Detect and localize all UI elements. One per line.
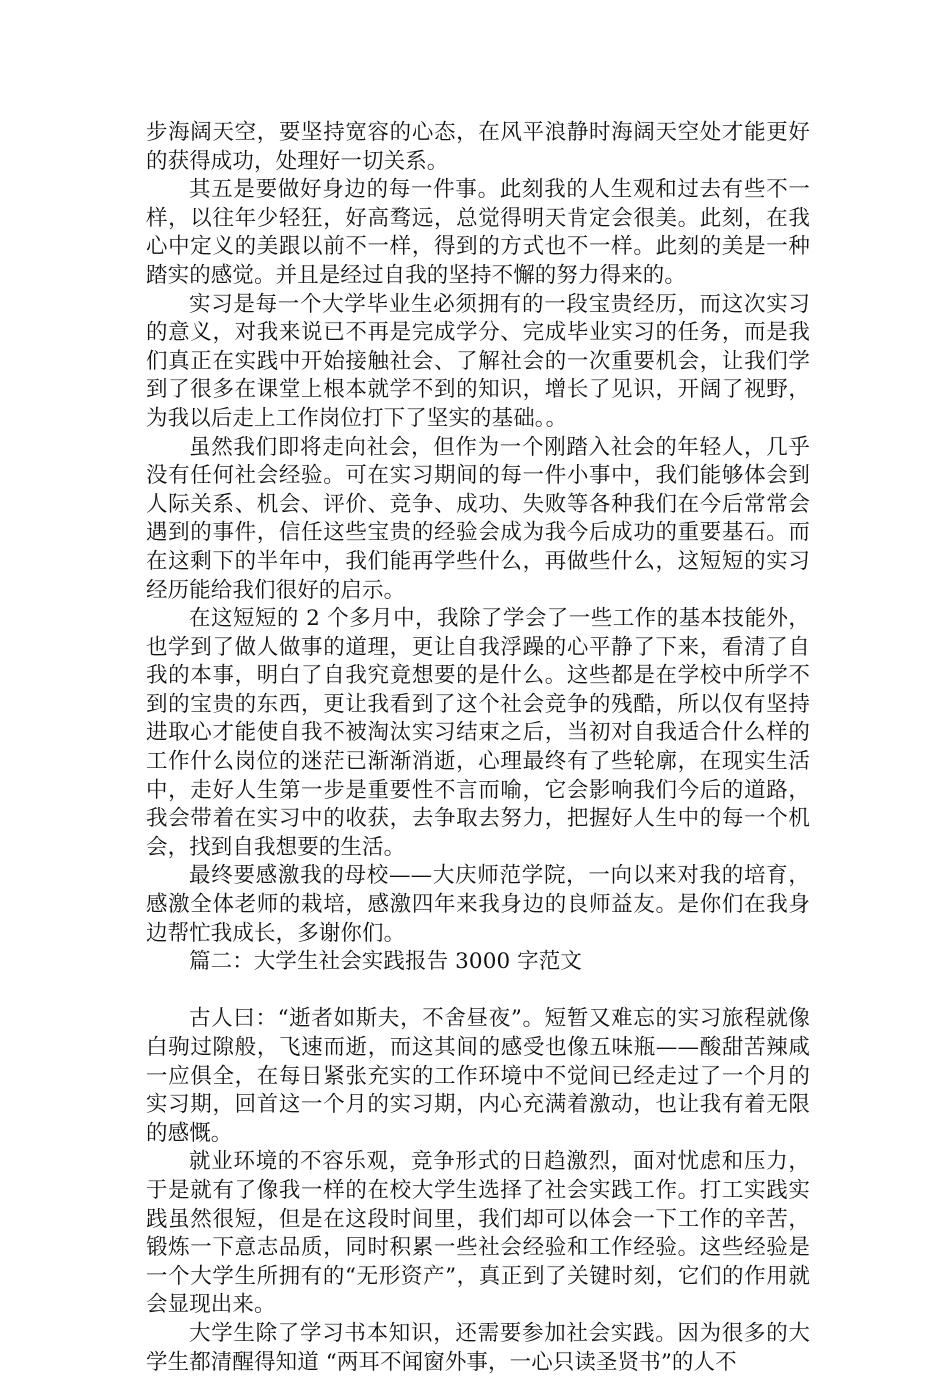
- paragraph-employment: 就业环境的不容乐观，竞争形式的日趋激烈，面对忧虑和压力，于是就有了像我一样的在校大学生选择了社会实践工作。打工实践实践虽然很短，但是在这段时间里，我们却可以体会一下工作的辛苦，锻炼一下意志品质，同时积累一些社会经验和工作经验。这些经验是一个大学生所拥有的“无形资产”，真正到了关键时刻，它们的作用就会显现出来。: [146, 1149, 810, 1318]
- paragraph-point-five: 其五是要做好身边的每一件事。此刻我的人生观和过去有些不一样，以往年少轻狂，好高骛远，总觉得明天肯定会很美。此刻，在我心中定义的美跟以前不一样，得到的方式也不一样。此刻的美是一种踏实的感觉。并且是经过自我的坚持不懈的努力得来的。: [146, 177, 810, 288]
- paragraph-social-practice: 大学生除了学习书本知识，还需要参加社会实践。因为很多的大学生都清醒得知道 “两耳不闻窗外事，一心只读圣贤书”的人不: [146, 1320, 810, 1375]
- paragraph-social-experience: 虽然我们即将走向社会，但作为一个刚踏入社会的年轻人，几乎没有任何社会经验。可在实习期间的每一件小事中，我们能够体会到人际关系、机会、评价、竞争、成功、失败等各种我们在今后常常会遇到的事件，信任这些宝贵的经验会成为我今后成功的重要基石。而在这剩下的半年中，我们能再学些什么，再做些什么，这短短的实习经历能给我们很好的启示。: [146, 434, 810, 603]
- section-spacer: [146, 977, 810, 1006]
- paragraph-two-months: 在这短短的 2 个多月中，我除了学会了一些工作的基本技能外，也学到了做人做事的道理，更让自我浮躁的心平静了下来，看清了自我的本事，明白了自我究竟想要的是什么。这些都是在学校中所学不到的宝贵的东西，更让我看到了这个社会竞争的残酷，所以仅有坚持进取心才能使自我不被淘汰实习结束之后，当初对自我适合什么样的工作什么岗位的迷茫已渐渐消逝，心理最终有了些轮廓，在现实生活中，走好人生第一步是重要性不言而喻，它会影响我们今后的道路，我会带着在实习中的收获，去争取去努力，把握好人生中的每一个机会，找到自我想要的生活。: [146, 606, 810, 860]
- paragraph-ancient-saying: 古人曰：“逝者如斯夫，不舍昼夜”。短暂又难忘的实习旅程就像白驹过隙般，飞速而逝，而这其间的感受也像五味瓶——酸甜苦辣咸一应俱全，在每日紧张充实的工作环境中不觉间已经走过了一个月的实习期，回首这一个月的实习期，内心充满着激动，也让我有着无限的感慨。: [146, 1006, 810, 1146]
- paragraph-continuation: 步海阔天空，要坚持宽容的心态，在风平浪静时海阔天空处才能更好的获得成功，处理好一切关系。: [146, 120, 810, 174]
- paragraph-gratitude: 最终要感激我的母校——大庆师范学院，一向以来对我的培育，感激全体老师的栽培，感激四年来我身边的良师益友。是你们在我身边帮忙我成长，多谢你们。: [146, 863, 810, 946]
- section-heading: 篇二：大学生社会实践报告 3000 字范文: [189, 949, 582, 975]
- paragraph-internship-meaning: 实习是每一个大学毕业生必须拥有的一段宝贵经历，而这次实习的意义，对我来说已不再是完成学分、完成毕业实习的任务，而是我们真正在实践中开始接触社会、了解社会的一次重要机会，让我们学到了很多在课堂上根本就学不到的知识，增长了见识，开阔了视野，为我以后走上工作岗位打下了坚实的基础。。: [146, 291, 810, 431]
- document-body: [146, 119, 810, 1377]
